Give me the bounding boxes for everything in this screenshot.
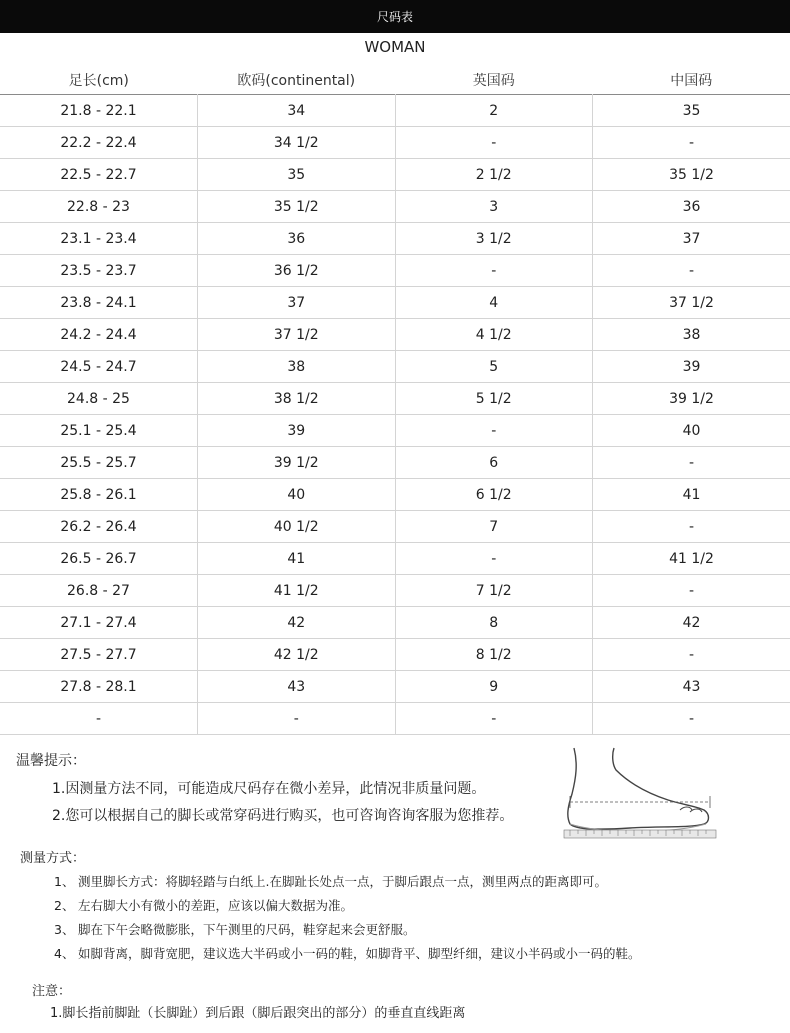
cell-eu-size: 38 1/2 <box>198 383 396 415</box>
table-row <box>0 511 790 543</box>
measure-item-number: 2、 <box>54 898 75 913</box>
cell-uk-size: 8 <box>395 607 593 639</box>
tip-item: 2.您可以根据自己的脚长或常穿码进行购买，也可咨询咨询客服为您推荐。 <box>52 808 514 824</box>
cell-uk-size: 9 <box>395 671 593 703</box>
note-title: 注意： <box>32 984 72 999</box>
measure-item-number: 1、 <box>54 874 75 889</box>
cell-cn-size: 40 <box>593 415 790 447</box>
cell-eu-size: 41 <box>198 543 396 575</box>
table-row <box>0 639 790 671</box>
cell-foot-length: 23.5 - 23.7 <box>0 255 198 287</box>
cell-eu-size: 39 <box>198 415 396 447</box>
size-chart-header <box>0 0 790 33</box>
section-title: WOMAN <box>364 38 426 56</box>
cell-uk-size: - <box>395 255 593 287</box>
cell-foot-length: 24.5 - 24.7 <box>0 351 198 383</box>
column-header-uk-size: 英国码 <box>472 73 515 89</box>
cell-eu-size: 40 1/2 <box>198 511 396 543</box>
cell-foot-length: 23.1 - 23.4 <box>0 223 198 255</box>
header-title: 尺码表 <box>376 10 413 24</box>
table-row <box>0 319 790 351</box>
table-row <box>0 255 790 287</box>
cell-uk-size: - <box>395 127 593 159</box>
cell-uk-size: 4 1/2 <box>395 319 593 351</box>
cell-cn-size: 43 <box>593 671 790 703</box>
column-header-cn-size: 中国码 <box>670 73 713 89</box>
measure-item-text: 如脚背离，脚背宽肥，建议选大半码或小一码的鞋，如脚背平、脚型纤细，建议小半码或小一码的鞋。 <box>78 946 641 961</box>
cell-cn-size: 41 1/2 <box>593 543 790 575</box>
cell-foot-length: 22.5 - 22.7 <box>0 159 198 191</box>
cell-foot-length: 26.2 - 26.4 <box>0 511 198 543</box>
table-row <box>0 159 790 191</box>
cell-foot-length: 23.8 - 24.1 <box>0 287 198 319</box>
table-row <box>0 223 790 255</box>
cell-cn-size: 35 1/2 <box>593 159 790 191</box>
cell-cn-size: - <box>593 447 790 479</box>
cell-uk-size: 2 <box>395 95 593 127</box>
cell-uk-size: - <box>395 543 593 575</box>
cell-cn-size: 42 <box>593 607 790 639</box>
cell-cn-size: - <box>593 511 790 543</box>
cell-eu-size: 36 1/2 <box>198 255 396 287</box>
measure-item-text: 测里脚长方式：将脚轻踏与白纸上.在脚趾长处点一点，于脚后跟点一点，测里两点的距离即可。 <box>78 874 607 889</box>
measure-item-text: 脚在下午会略微膨胀，下午测里的尺码，鞋穿起来会更舒服。 <box>78 922 416 937</box>
measure-item-number: 3、 <box>54 922 75 937</box>
cell-eu-size: 34 <box>198 95 396 127</box>
cell-foot-length: 27.1 - 27.4 <box>0 607 198 639</box>
cell-eu-size: 42 1/2 <box>198 639 396 671</box>
cell-uk-size: 5 <box>395 351 593 383</box>
cell-uk-size: 8 1/2 <box>395 639 593 671</box>
cell-cn-size: 38 <box>593 319 790 351</box>
measure-title: 测量方式： <box>20 851 86 866</box>
cell-eu-size: 43 <box>198 671 396 703</box>
cell-uk-size: - <box>395 703 593 735</box>
cell-cn-size: 36 <box>593 191 790 223</box>
tips-title: 温馨提示： <box>16 753 86 769</box>
cell-foot-length: 25.1 - 25.4 <box>0 415 198 447</box>
size-table <box>0 94 790 735</box>
table-column-headers <box>0 66 790 94</box>
measure-item-number: 4、 <box>54 946 75 961</box>
table-row <box>0 671 790 703</box>
table-row <box>0 575 790 607</box>
cell-uk-size: 4 <box>395 287 593 319</box>
cell-cn-size: - <box>593 255 790 287</box>
cell-eu-size: 40 <box>198 479 396 511</box>
table-row <box>0 543 790 575</box>
table-row <box>0 703 790 735</box>
cell-foot-length: 22.2 - 22.4 <box>0 127 198 159</box>
cell-uk-size: 5 1/2 <box>395 383 593 415</box>
cell-foot-length: 25.5 - 25.7 <box>0 447 198 479</box>
cell-cn-size: 37 <box>593 223 790 255</box>
cell-uk-size: 7 1/2 <box>395 575 593 607</box>
cell-eu-size: 37 1/2 <box>198 319 396 351</box>
table-row <box>0 479 790 511</box>
cell-foot-length: 21.8 - 22.1 <box>0 95 198 127</box>
cell-uk-size: 3 <box>395 191 593 223</box>
cell-foot-length: 26.5 - 26.7 <box>0 543 198 575</box>
cell-uk-size: - <box>395 415 593 447</box>
cell-foot-length: 27.8 - 28.1 <box>0 671 198 703</box>
cell-cn-size: - <box>593 639 790 671</box>
column-header-foot-length: 足长(cm) <box>68 73 129 89</box>
cell-foot-length: 24.8 - 25 <box>0 383 198 415</box>
table-row <box>0 191 790 223</box>
cell-cn-size: 39 1/2 <box>593 383 790 415</box>
measure-item <box>54 896 353 914</box>
cell-eu-size: 36 <box>198 223 396 255</box>
cell-foot-length: 27.5 - 27.7 <box>0 639 198 671</box>
table-row <box>0 383 790 415</box>
table-row <box>0 351 790 383</box>
cell-foot-length: 26.8 - 27 <box>0 575 198 607</box>
cell-foot-length: - <box>0 703 198 735</box>
note-text: 1.脚长指前脚趾（长脚趾）到后跟（脚后跟突出的部分）的垂直直线距离 <box>50 1006 466 1021</box>
cell-cn-size: - <box>593 127 790 159</box>
table-row <box>0 415 790 447</box>
cell-eu-size: 39 1/2 <box>198 447 396 479</box>
table-row <box>0 95 790 127</box>
table-row <box>0 287 790 319</box>
cell-cn-size: 41 <box>593 479 790 511</box>
cell-uk-size: 3 1/2 <box>395 223 593 255</box>
measure-item-text: 左右脚大小有微小的差距，应该以偏大数据为准。 <box>78 898 354 913</box>
cell-uk-size: 6 <box>395 447 593 479</box>
cell-uk-size: 7 <box>395 511 593 543</box>
table-row <box>0 607 790 639</box>
cell-eu-size: 42 <box>198 607 396 639</box>
cell-cn-size: 39 <box>593 351 790 383</box>
table-row <box>0 127 790 159</box>
table-row <box>0 447 790 479</box>
cell-eu-size: 37 <box>198 287 396 319</box>
measure-item <box>54 872 607 890</box>
cell-uk-size: 2 1/2 <box>395 159 593 191</box>
cell-foot-length: 25.8 - 26.1 <box>0 479 198 511</box>
foot-measure-icon <box>560 744 720 840</box>
cell-foot-length: 24.2 - 24.4 <box>0 319 198 351</box>
cell-cn-size: - <box>593 575 790 607</box>
cell-eu-size: 34 1/2 <box>198 127 396 159</box>
measure-item <box>54 920 416 938</box>
cell-eu-size: 41 1/2 <box>198 575 396 607</box>
cell-eu-size: - <box>198 703 396 735</box>
cell-eu-size: 35 1/2 <box>198 191 396 223</box>
cell-cn-size: - <box>593 703 790 735</box>
tip-item: 1.因测量方法不同，可能造成尺码存在微小差异，此情况非质量问题。 <box>52 781 486 797</box>
cell-foot-length: 22.8 - 23 <box>0 191 198 223</box>
column-header-eu-size: 欧码(continental) <box>237 73 356 89</box>
cell-eu-size: 35 <box>198 159 396 191</box>
measure-item <box>54 944 641 962</box>
cell-cn-size: 35 <box>593 95 790 127</box>
cell-uk-size: 6 1/2 <box>395 479 593 511</box>
cell-eu-size: 38 <box>198 351 396 383</box>
cell-cn-size: 37 1/2 <box>593 287 790 319</box>
